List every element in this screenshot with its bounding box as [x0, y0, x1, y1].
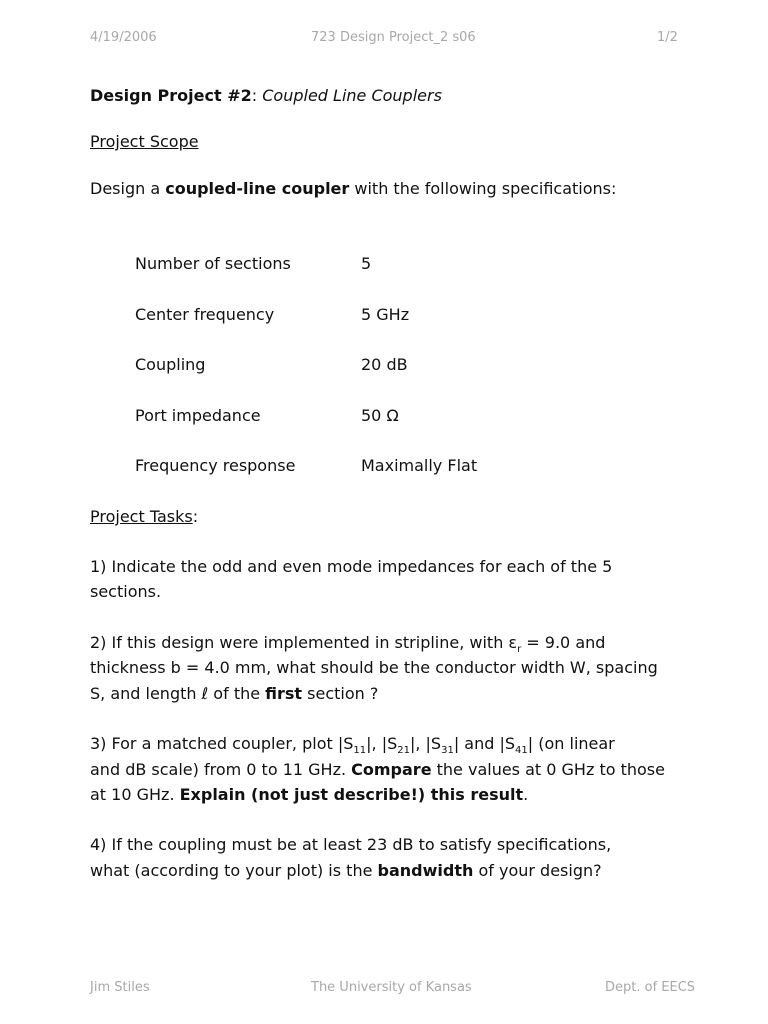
task-2-line-2: thickness b = 4.0 mm, what should be the conductor width W, spacing [90, 658, 658, 677]
task-2-bold: first [265, 684, 303, 703]
spec-value: Maximally Flat [361, 456, 478, 475]
task-4-text: of your design? [473, 861, 602, 880]
scope-heading: Project Scope [90, 132, 199, 151]
task-4-line-2 [90, 861, 602, 881]
task-3-line-1 [90, 734, 615, 761]
spec-label: Number of sections [135, 254, 291, 273]
scope-intro [90, 179, 616, 199]
task-3-text: and dB scale) from 0 to 11 GHz. [90, 760, 352, 779]
s-subscript: 11 [353, 745, 367, 757]
spec-value: 50 Ω [361, 406, 399, 425]
header-document-name: 723 Design Project_2 s06 [311, 30, 476, 45]
task-4-bold: bandwidth [377, 861, 474, 880]
s-subscript: 31 [441, 745, 454, 757]
header-date: 4/19/2006 [90, 30, 157, 45]
header-page-number: 1/2 [657, 30, 678, 45]
epsilon-symbol: ε [508, 633, 518, 652]
task-2-text: = 9.0 and [521, 633, 606, 652]
scope-intro-pre: Design a [90, 179, 166, 198]
s-subscript: 21 [397, 745, 410, 757]
task-2-line-3 [90, 684, 378, 704]
footer-department: Dept. of EECS [605, 980, 696, 995]
spec-label: Port impedance [135, 406, 261, 425]
task-3-line-3 [90, 785, 528, 805]
title-separator: : [251, 86, 258, 105]
task-1-line-1: 1) Indicate the odd and even mode impedances for each of the 5 [90, 557, 613, 576]
spec-value: 5 [361, 254, 372, 273]
footer-university: The University of Kansas [311, 980, 472, 995]
task-3-line-2 [90, 760, 665, 780]
title-prefix: Design Project #2 [90, 86, 252, 105]
s-subscript: 41 [515, 745, 528, 757]
spec-label: Coupling [135, 355, 206, 374]
spec-value: 5 GHz [361, 305, 410, 324]
tasks-heading-colon: : [192, 507, 199, 526]
scope-intro-bold: coupled-line coupler [165, 179, 350, 198]
task-3-text: 3) For a matched coupler, plot |S [90, 734, 354, 753]
task-3-text: at 10 GHz. [90, 785, 180, 804]
spec-label: Center frequency [135, 305, 275, 324]
tasks-heading-text: Project Tasks [90, 507, 193, 526]
task-3-text: the values at 0 GHz to those [431, 760, 665, 779]
scope-intro-post: with the following specifications: [349, 179, 617, 198]
task-3-text: | (on linear [527, 734, 615, 753]
length-symbol: ℓ [201, 684, 209, 703]
task-2-text: 2) If this design were implemented in stripline, with [90, 633, 509, 652]
tasks-heading [90, 507, 198, 527]
title-subject: Coupled Line Couplers [262, 86, 442, 105]
spec-label: Frequency response [135, 456, 296, 475]
task-3-text: | and |S [453, 734, 516, 753]
task-4-text: what (according to your plot) is the [90, 861, 378, 880]
task-3-bold: Compare [351, 760, 432, 779]
task-2-text: of the [208, 684, 266, 703]
task-2-line-1 [90, 633, 605, 660]
task-1-line-2: sections. [90, 582, 162, 601]
epsilon-subscript: r [517, 644, 522, 656]
task-3-text: . [523, 785, 529, 804]
task-4-line-1: 4) If the coupling must be at least 23 dB to satisfy specifications, [90, 835, 612, 854]
footer-author: Jim Stiles [90, 980, 150, 995]
task-2-text: S, and length [90, 684, 202, 703]
task-3-text: |, |S [366, 734, 398, 753]
task-3-bold: Explain (not just describe!) this result [179, 785, 524, 804]
spec-value: 20 dB [361, 355, 408, 374]
document-title [90, 86, 442, 106]
task-2-text: section ? [302, 684, 379, 703]
task-3-text: |, |S [409, 734, 442, 753]
